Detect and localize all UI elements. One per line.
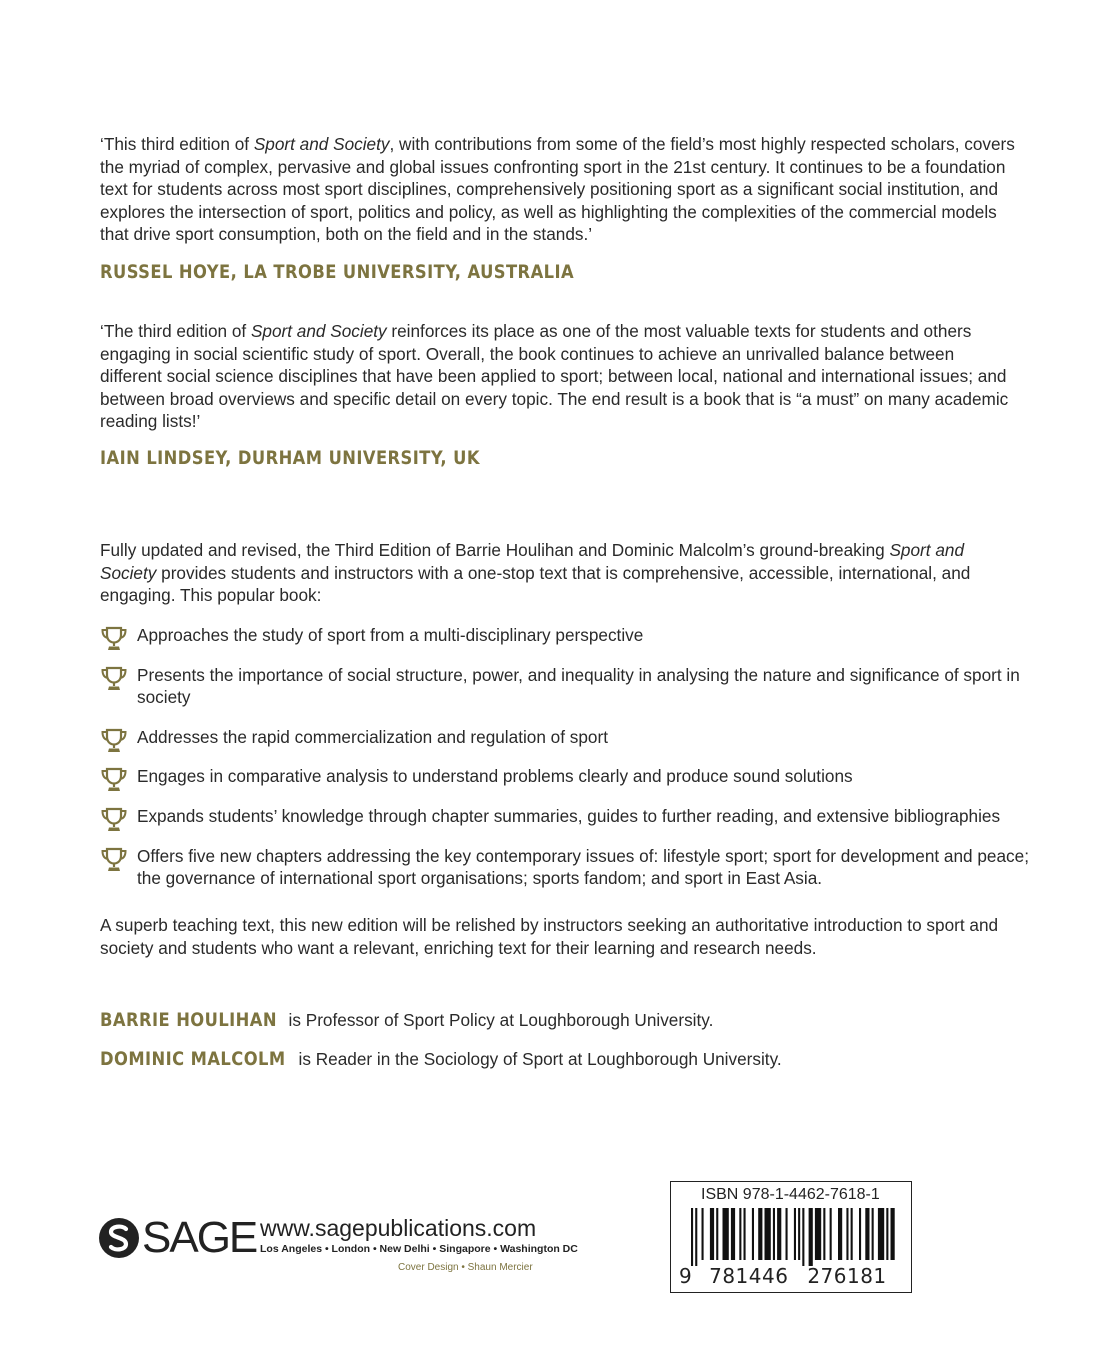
barcode-digit-group-1: 781446 [709, 1264, 789, 1288]
barcode-bar [798, 1208, 800, 1260]
book-title-italic: Sport and Society [253, 134, 390, 154]
sage-logo [98, 1213, 256, 1263]
feature-item [100, 726, 1040, 749]
barcode-lead-digit: 9 [679, 1264, 693, 1288]
review-text-start: ‘The third edition of [100, 321, 251, 341]
barcode-bar [702, 1208, 704, 1260]
barcode-bar [809, 1208, 813, 1266]
trophy-icon [100, 847, 128, 873]
barcode-bar [744, 1208, 746, 1260]
barcode-bar [815, 1208, 821, 1260]
review-attribution-1: RUSSEL HOYE, LA TROBE UNIVERSITY, AUSTRALIA [100, 261, 575, 283]
review-text-end: , with contributions from some of the field’s most highly respected scholars, covers the myriad of complex, pervasive and global issues confronting sport in the 21st century. It continues to be a foundation text for students across most sport disciplines, comprehensively positioning sport as a significant social institution, and explores the intersection of sport, politics and policy, as well as highlighting the complexities of the commercial models that drive sport consumption, both on the field and in the stands.’ [100, 134, 1015, 245]
barcode-bar [786, 1208, 788, 1260]
review-text-end: reinforces its place as one of the most valuable texts for students and others engaging in social scientific study of sport. Overall, the book continues to achieve an unrivalled balance between different social science disciplines that have been applied to sport; between local, national and international issues; and between broad overviews and specific detail on every topic. The end result is a book that is “a must” on many academic reading lists!’ [100, 321, 1009, 432]
barcode-bar [872, 1208, 874, 1260]
barcode-bar [891, 1208, 895, 1260]
book-description [100, 539, 1020, 607]
description-text-end: provides students and instructors with a one-stop text that is comprehensive, accessible, international, and engaging. This popular book: [100, 562, 971, 606]
barcode-bars [677, 1208, 905, 1270]
feature-text: Expands students’ knowledge through chapter summaries, guides to further reading, and extensive bibliographies [137, 805, 1001, 826]
barcode-bar [710, 1208, 714, 1260]
trophy-icon [100, 728, 128, 754]
feature-text: Engages in comparative analysis to understand problems clearly and produce sound solutions [137, 766, 853, 787]
author-name: BARRIE HOULIHAN [100, 1009, 277, 1031]
barcode-bar [865, 1208, 869, 1260]
feature-item [100, 845, 1040, 890]
barcode-bar [758, 1208, 762, 1260]
barcode-bar [802, 1208, 804, 1266]
barcode-bar [691, 1208, 693, 1266]
trophy-icon [100, 626, 128, 652]
trophy-icon [100, 666, 128, 692]
isbn-label: ISBN 978-1-4462-7618-1 [701, 1186, 880, 1203]
author-bio-text: is Professor of Sport Policy at Loughborough University. [283, 1010, 714, 1030]
cover-design-credit: Cover Design • Shaun Mercier [398, 1262, 533, 1273]
review-text-start: ‘This third edition of [100, 134, 254, 154]
feature-list [100, 624, 1040, 907]
feature-item [100, 805, 1040, 828]
publisher-cities: Los Angeles • London • New Delhi • Singapore • Washington DC [260, 1243, 578, 1255]
barcode-bar [752, 1208, 754, 1260]
description-text-start: Fully updated and revised, the Third Edition of Barrie Houlihan and Dominic Malcolm’s ground-breaking [100, 540, 890, 560]
barcode-digit-group-2: 276181 [807, 1264, 887, 1288]
publisher-url[interactable]: www.sagepublications.com [260, 1215, 537, 1241]
barcode-bar [716, 1208, 718, 1260]
feature-text: Addresses the rapid commercialization and regulation of sport [137, 726, 608, 747]
closing-paragraph: A superb teaching text, this new edition will be relished by instructors seeking an authoritative introduction to sport and society and students who want a relevant, enriching text for their learning and research needs. [100, 915, 999, 958]
barcode-digits [679, 1264, 887, 1288]
book-title-italic: Sport and Society [100, 540, 965, 583]
barcode-bar [846, 1208, 848, 1260]
barcode-bar [823, 1208, 825, 1260]
feature-text: Offers five new chapters addressing the key contemporary issues of: lifestyle sport; sport for development and peace; the governance of international sport organisations; sports fandom; and sport in East Asia. [137, 845, 1029, 889]
feature-text: Presents the importance of social structure, power, and inequality in analysing the nature and significance of sport in society [137, 664, 1020, 708]
barcode-bar [794, 1208, 796, 1260]
barcode-bar [765, 1208, 771, 1260]
sage-seal-icon [98, 1217, 140, 1259]
review-attribution-2: IAIN LINDSEY, DURHAM UNIVERSITY, UK [100, 447, 480, 469]
barcode-bar [830, 1208, 832, 1260]
book-title-italic: Sport and Society [250, 321, 387, 341]
feature-item [100, 664, 1040, 709]
review-quote-2 [100, 320, 1020, 433]
barcode-bar [838, 1208, 842, 1260]
author-bio-1 [100, 1009, 713, 1032]
trophy-icon [100, 767, 128, 793]
feature-text: Approaches the study of sport from a multi-disciplinary perspective [137, 625, 644, 645]
feature-item [100, 624, 1040, 647]
barcode-bar [851, 1208, 853, 1260]
barcode-bar [695, 1208, 697, 1266]
trophy-icon [100, 807, 128, 833]
barcode-bar [886, 1208, 888, 1260]
feature-item [100, 765, 1040, 788]
barcode-bar [859, 1208, 861, 1260]
barcode-bar [878, 1208, 884, 1260]
barcode-bar [723, 1208, 729, 1260]
barcode-bar [731, 1208, 735, 1260]
author-name: DOMINIC MALCOLM [100, 1048, 286, 1070]
barcode-bar [777, 1208, 781, 1260]
isbn-barcode [670, 1181, 912, 1293]
sage-wordmark: SAGE [142, 1213, 257, 1262]
author-bio-text: is Reader in the Sociology of Sport at Loughborough University. [293, 1049, 782, 1069]
author-bio-2 [100, 1048, 782, 1071]
review-quote-1 [100, 133, 1020, 246]
barcode-bar [773, 1208, 775, 1260]
barcode-bar [739, 1208, 741, 1260]
